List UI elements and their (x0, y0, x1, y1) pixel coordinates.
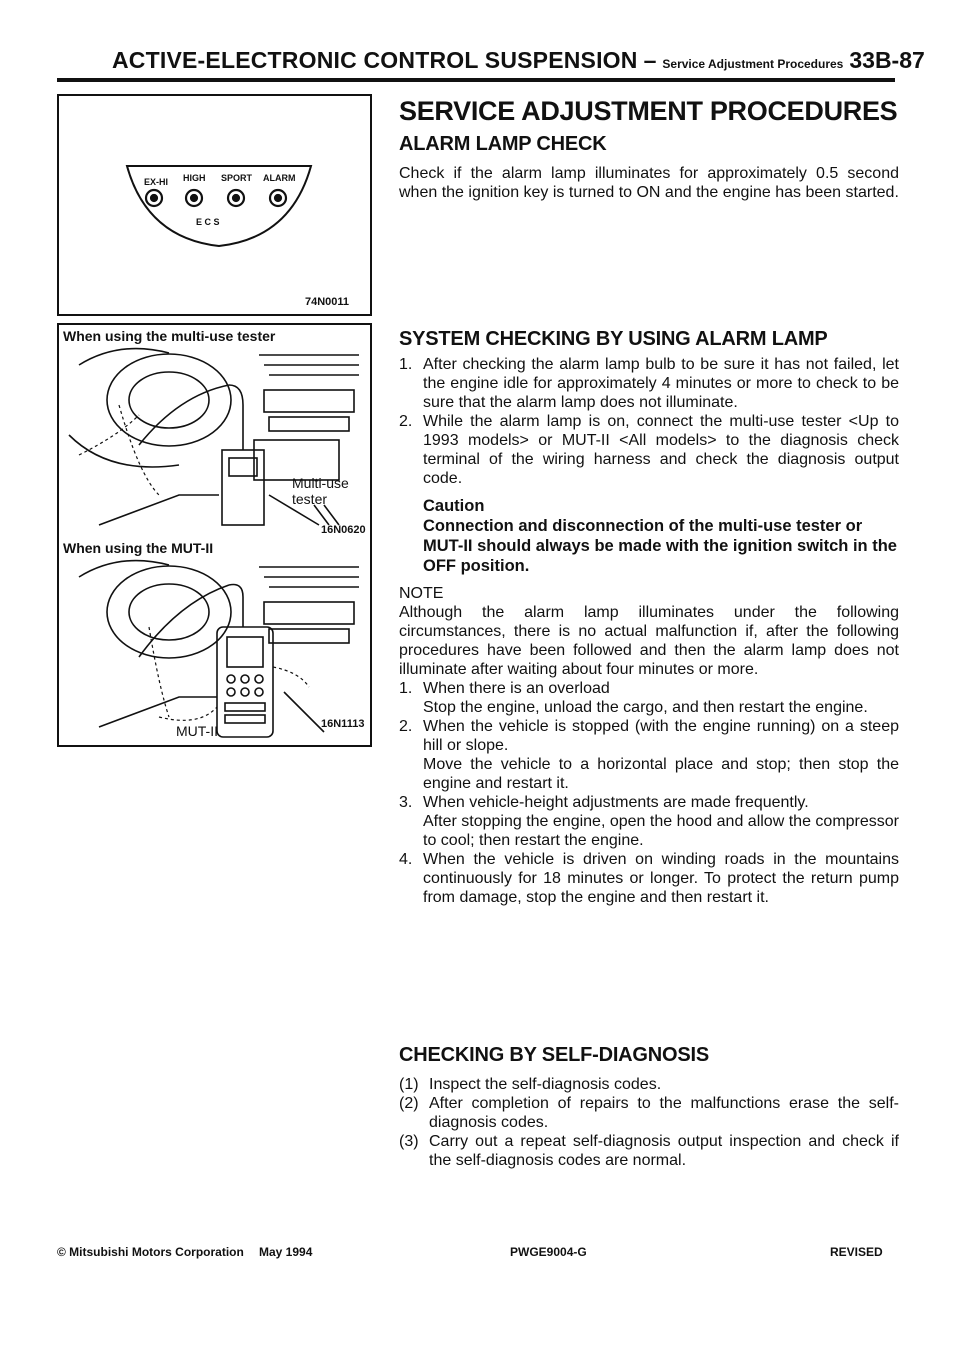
note-items-list (399, 679, 899, 907)
caution-label: Caution (423, 497, 485, 515)
list-item (399, 1094, 899, 1132)
item-number: 1. (399, 680, 413, 697)
list-item (399, 850, 899, 907)
caution-text: Connection and disconnection of the multi-use tester or MUT-II should always be made with the ignition switch in the OFF position. (423, 517, 897, 575)
list-item (399, 1075, 899, 1094)
page-header (112, 47, 925, 79)
list-item (399, 793, 899, 850)
tester-connection-figure (57, 323, 372, 747)
item-text: To protect the return pump from damage, stop the engine and then restart it. (423, 870, 900, 906)
note-text: Although the alarm lamp illuminates under the following circumstances, there is no actual malfunction if, after the following procedures have been followed and then the alarm lamp does not illuminate after waiting about four minutes or more. (399, 604, 899, 678)
item-text: After stopping the engine, open the hood and allow the compressor to cool; then restart the engine. (423, 813, 899, 849)
figure-id-top: 16N0620 (321, 524, 366, 536)
mut-ii-illustration (59, 557, 370, 743)
label-multi-use-tester: Multi-use tester (292, 475, 349, 507)
label-mut-ii: MUT-II (176, 723, 218, 739)
list-item (399, 1132, 899, 1170)
step-text: While the alarm lamp is on, connect the multi-use tester <Up to 1993 models> or MUT-II <All models> to the diagnosis check terminal of the wiring harness and check the diagnosis output code. (423, 413, 899, 487)
panel-label-high: HIGH (183, 173, 206, 183)
section-subtitle: Service Adjustment Procedures (662, 57, 844, 71)
panel-label-exhi: EX-HI (144, 177, 169, 187)
item-number: (3) (399, 1133, 419, 1150)
step-text: After checking the alarm lamp bulb to be sure it has not failed, let the engine idle for approximately 4 minutes or more to check to be sure that the alarm lamp does not illuminate. (423, 356, 899, 411)
item-number: (1) (399, 1076, 419, 1093)
caption-multi-use-tester: When using the multi-use tester (63, 328, 276, 344)
caption-mut-ii: When using the MUT-II (63, 540, 214, 556)
figure-id-bottom: 16N1113 (321, 718, 365, 730)
item-title: When the vehicle is driven on winding roads in the mountains continuously for 18 minutes or longer. (423, 851, 899, 887)
panel-label-sport: SPORT (221, 173, 253, 183)
figure-id: 74N0011 (305, 296, 350, 308)
ecs-panel-illustration (59, 96, 370, 314)
list-item (399, 355, 899, 412)
panel-name: E C S (196, 217, 220, 227)
page-title: SERVICE ADJUSTMENT PROCEDURES (399, 96, 898, 126)
ecs-panel-figure (57, 94, 372, 316)
item-text: After completion of repairs to the malfunctions erase the self-diagnosis codes. (429, 1095, 899, 1131)
page-number: 33B-87 (849, 47, 925, 73)
section-title: ACTIVE-ELECTRONIC CONTROL SUSPENSION (112, 47, 638, 73)
system-steps-list (399, 355, 899, 488)
item-text: Stop the engine, unload the cargo, and then restart the engine. (423, 699, 868, 716)
multi-use-tester-illustration (59, 345, 370, 545)
section-system-checking (399, 327, 899, 907)
self-diagnosis-list (399, 1075, 899, 1170)
header-rule (57, 78, 895, 82)
step-number: 2. (399, 413, 413, 430)
alarm-lamp-check-text: Check if the alarm lamp illuminates for approximately 0.5 second when the ignition key is turned to ON and the engine has been started. (399, 165, 899, 201)
item-title: When there is an overload (423, 680, 610, 697)
footer-copyright: © Mitsubishi Motors Corporation (57, 1245, 244, 1259)
list-item (399, 412, 899, 488)
item-number: 3. (399, 794, 413, 811)
item-text: Carry out a repeat self-diagnosis output inspection and check if the self-diagnosis codes are normal. (429, 1133, 899, 1169)
footer-doc-code: PWGE9004-G (510, 1245, 587, 1259)
section-self-diagnosis (399, 1043, 899, 1170)
step-number: 1. (399, 356, 413, 373)
note-label: NOTE (399, 585, 444, 602)
item-number: 4. (399, 851, 413, 868)
item-text: Inspect the self-diagnosis codes. (429, 1076, 662, 1093)
heading-self-diagnosis: CHECKING BY SELF-DIAGNOSIS (399, 1044, 710, 1066)
item-title: When vehicle-height adjustments are made frequently. (423, 794, 809, 811)
item-text: Move the vehicle to a horizontal place and stop; then stop the engine and restart it. (423, 756, 899, 792)
panel-label-alarm: ALARM (263, 173, 296, 183)
header-dash: – (643, 47, 657, 73)
list-item (399, 717, 899, 793)
footer-status: REVISED (830, 1245, 883, 1259)
list-item (399, 679, 899, 717)
heading-alarm-lamp-check: ALARM LAMP CHECK (399, 133, 607, 155)
item-number: 2. (399, 718, 413, 735)
footer-date: May 1994 (259, 1245, 313, 1259)
section-service-adjustment (399, 96, 899, 202)
item-number: (2) (399, 1095, 419, 1112)
heading-system-checking: SYSTEM CHECKING BY USING ALARM LAMP (399, 328, 828, 350)
item-title: When the vehicle is stopped (with the engine running) on a steep hill or slope. (423, 718, 899, 754)
